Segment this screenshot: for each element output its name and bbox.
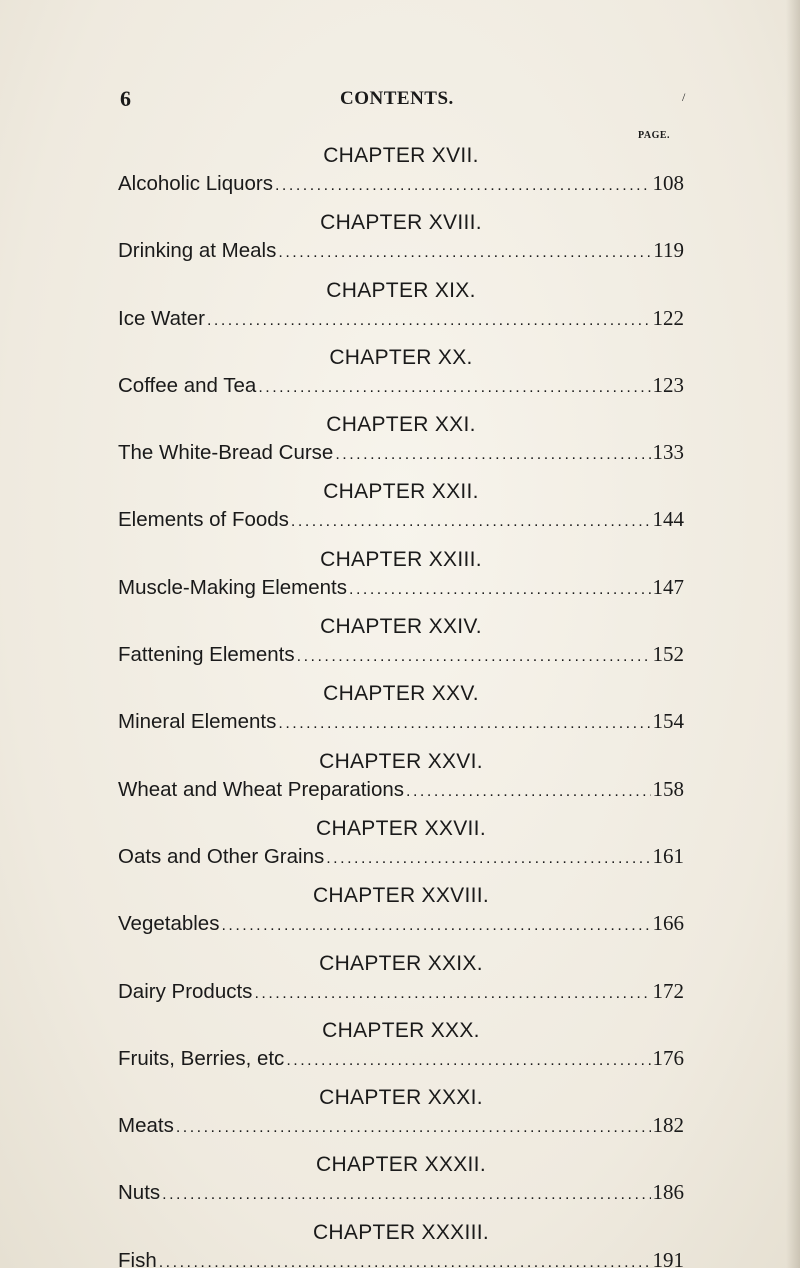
page-reference: 108 xyxy=(652,171,684,195)
toc-line xyxy=(118,505,684,536)
toc-entry xyxy=(118,344,684,411)
toc-line xyxy=(118,640,684,671)
chapter-heading: CHAPTER XX. xyxy=(329,345,473,369)
ink-mark: / xyxy=(682,90,686,104)
toc-entry xyxy=(118,1084,684,1151)
running-head: CONTENTS. xyxy=(340,88,454,109)
toc-entry xyxy=(118,613,684,680)
toc-line xyxy=(118,371,684,402)
dot-leader xyxy=(159,1249,651,1268)
chapter-heading: CHAPTER XXV. xyxy=(323,682,479,706)
toc-line xyxy=(118,842,684,873)
chapter-title: Mineral Elements xyxy=(118,710,277,734)
toc-entry xyxy=(118,142,684,209)
chapter-title: Coffee and Tea xyxy=(118,373,257,397)
dot-leader xyxy=(254,980,650,1008)
chapter-title: Dairy Products xyxy=(118,979,253,1003)
toc-entry xyxy=(118,277,684,344)
page-reference: 119 xyxy=(653,238,684,263)
page-reference: 182 xyxy=(652,1113,684,1138)
toc-entry xyxy=(118,209,684,276)
page-reference: 191 xyxy=(652,1247,684,1268)
toc-entry xyxy=(118,1017,684,1084)
toc-entry xyxy=(118,478,684,545)
toc-entry xyxy=(118,882,684,949)
chapter-title: Meats xyxy=(118,1114,174,1138)
chapter-heading: CHAPTER XIX. xyxy=(326,278,476,302)
chapter-heading: CHAPTER XXVI. xyxy=(319,749,483,773)
chapter-title: Elements of Foods xyxy=(118,508,289,532)
toc-line xyxy=(118,977,684,1008)
chapter-heading: CHAPTER XVIII. xyxy=(320,211,482,235)
dot-leader xyxy=(406,778,650,806)
dot-leader xyxy=(278,239,651,267)
page-reference: 161 xyxy=(652,843,684,868)
page-reference: 158 xyxy=(652,776,684,801)
page-reference: 154 xyxy=(652,709,684,734)
toc-line xyxy=(118,1111,684,1142)
toc-line xyxy=(118,236,684,267)
chapter-heading: CHAPTER XXVII. xyxy=(316,816,486,840)
chapter-title: The White-Bread Curse xyxy=(118,441,334,465)
toc-line xyxy=(118,573,684,604)
dot-leader xyxy=(275,172,651,200)
page-reference: 147 xyxy=(652,574,684,599)
chapter-heading: CHAPTER XXX. xyxy=(322,1018,480,1042)
page-number: 6 xyxy=(120,86,131,111)
dot-leader xyxy=(162,1181,650,1209)
chapter-heading: CHAPTER XXI. xyxy=(326,413,476,437)
toc-line xyxy=(118,707,684,738)
page-header xyxy=(0,86,800,116)
toc-line xyxy=(118,1178,684,1209)
toc-line xyxy=(118,909,684,940)
dot-leader xyxy=(349,576,651,604)
chapter-title: Fish xyxy=(118,1248,157,1268)
page-edge-shadow xyxy=(786,0,800,1268)
page-reference: 122 xyxy=(652,305,684,330)
page-reference: 144 xyxy=(652,507,684,532)
chapter-heading: CHAPTER XXXIII. xyxy=(312,1220,490,1244)
toc-entry xyxy=(118,680,684,747)
chapter-heading: CHAPTER XXIV. xyxy=(320,615,482,639)
chapter-title: Alcoholic Liquors xyxy=(118,172,273,195)
toc-entry xyxy=(118,546,684,613)
page-reference: 186 xyxy=(652,1180,684,1205)
dot-leader xyxy=(335,441,650,469)
page-reference: 166 xyxy=(652,911,684,936)
chapter-title: Drinking at Meals xyxy=(118,239,277,263)
toc-line xyxy=(118,438,684,469)
toc-entry xyxy=(118,411,684,478)
dot-leader xyxy=(258,374,650,402)
dot-leader xyxy=(176,1114,651,1142)
page-reference: 123 xyxy=(652,372,684,397)
page-column-label: PAGE. xyxy=(638,130,671,141)
chapter-heading: CHAPTER XXIII. xyxy=(320,547,482,571)
toc-line xyxy=(118,304,684,335)
page-reference: 172 xyxy=(652,978,684,1003)
dot-leader xyxy=(297,643,651,671)
chapter-heading: CHAPTER XXXI. xyxy=(319,1086,483,1110)
toc-line xyxy=(118,775,684,806)
chapter-title: Ice Water xyxy=(118,306,205,330)
toc-entry xyxy=(118,815,684,882)
toc-line xyxy=(118,169,684,200)
chapter-title: Oats and Other Grains xyxy=(118,844,325,868)
chapter-title: Muscle-Making Elements xyxy=(118,575,347,599)
chapter-heading: CHAPTER XXVIII. xyxy=(312,884,490,908)
chapter-title: Wheat and Wheat Preparations xyxy=(118,777,405,801)
table-of-contents xyxy=(118,142,684,1268)
page-reference: 152 xyxy=(652,642,684,667)
dot-leader xyxy=(221,912,650,940)
dot-leader xyxy=(326,845,650,873)
toc-entry xyxy=(118,1151,684,1218)
chapter-title: Fattening Elements xyxy=(118,643,295,667)
dot-leader xyxy=(278,710,650,738)
toc-line xyxy=(118,1246,684,1268)
toc-entry xyxy=(118,1219,684,1268)
chapter-title: Fruits, Berries, etc xyxy=(118,1046,285,1070)
toc-entry xyxy=(118,748,684,815)
chapter-heading: CHAPTER XXXII. xyxy=(316,1153,486,1177)
dot-leader xyxy=(286,1047,650,1075)
dot-leader xyxy=(207,307,651,335)
chapter-heading: CHAPTER XXIX. xyxy=(319,951,483,975)
chapter-title: Vegetables xyxy=(118,912,220,936)
page-reference: 176 xyxy=(652,1045,684,1070)
toc-entry xyxy=(118,950,684,1017)
chapter-heading: CHAPTER XXII. xyxy=(323,480,479,504)
dot-leader xyxy=(291,508,651,536)
chapter-heading: CHAPTER XVII. xyxy=(323,144,479,167)
toc-line xyxy=(118,1044,684,1075)
page-reference: 133 xyxy=(652,440,684,465)
chapter-title: Nuts xyxy=(118,1181,161,1205)
